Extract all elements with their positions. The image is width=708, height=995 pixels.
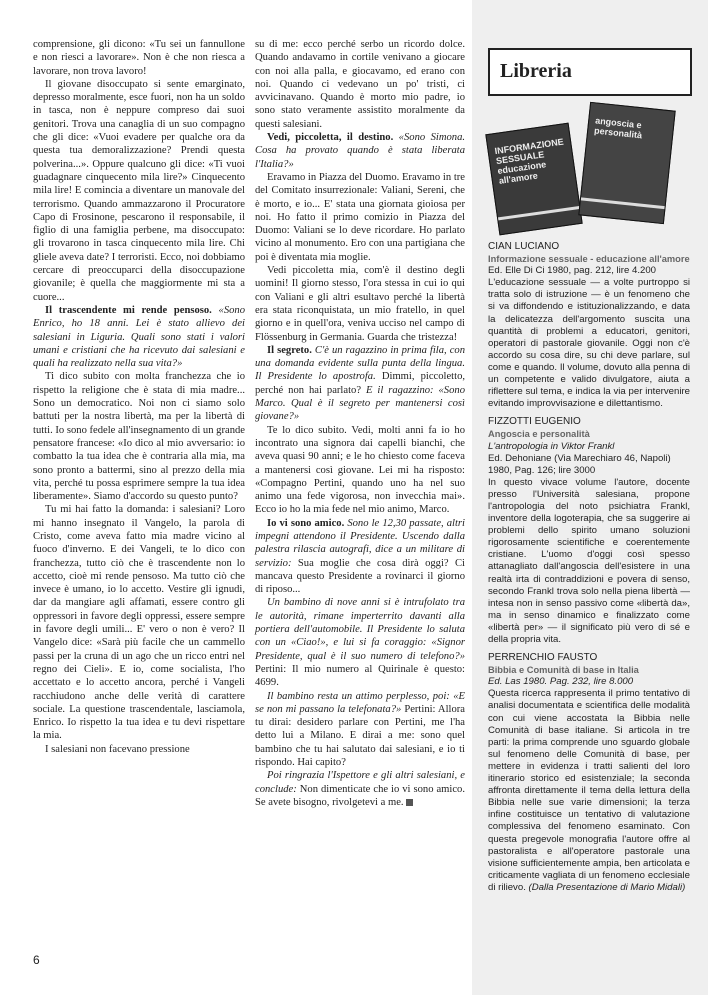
question-text: «Sono Enrico, ho 18 anni. Lei è stato allievo dei salesiani in Liguria. Quali sono stati i valori umani e cristiani che ha ricevuto dai salesiani e quali ha realizzato nella sua vita?»: [33, 304, 245, 370]
narration-text: Un bambino di nove anni si è intrufolato tra le autorità, rimane imperterrito davanti alla portiera dell'automobile. Il Presidente lo saluta con un «Ciao!», e lui si fa coraggio: «Signor Presidente, qual è il suo numero di telefono?»: [255, 597, 465, 662]
review-author: CIAN LUCIANO: [488, 241, 560, 252]
answer-text: Sua moglie che cosa dirà oggi? Ci mancava questo Presidente a rovinarci il giorno di riposo...: [255, 557, 465, 596]
paragraph: [33, 304, 245, 370]
paragraph: [255, 690, 465, 770]
paragraph: [255, 596, 465, 689]
review-author: PERRENCHIO FAUSTO: [488, 652, 598, 664]
answer-text: Pertini: Allora tu dirai: desidero parlare con Pertini, me l'ha detto lui a Milano. E dirai a me: sono quel bambino che tu hai salutato dai salesiani, e io ti rispondo. Hai capito?: [255, 703, 465, 769]
book-review: [488, 416, 690, 646]
answer-text: Non dimenticate che io vi sono amico. Se avete bisogno, rivolgetevi a me.: [255, 783, 465, 808]
narration-text: C'è un ragazzino in prima fila, con una domanda evidente sulla punta della lingua. Il Presidente lo apostrofa.: [255, 344, 465, 383]
section-lead: Il segreto.: [267, 344, 312, 356]
page-number: 6: [33, 953, 40, 967]
paragraph: Te lo dico subito. Vedi, molti anni fa io ho incontrato una signora dai capelli bianchi, che aveva quasi 90 anni; e le ho chiesto come faceva a mantenersi così giovane. Lei mi ha risposto: «Compagno Pertini, quando uno ha nel suo animo una fede vigorosa, non invecchia mai». Ecco io ho la mia fede nel mio animo, Marco.: [255, 424, 465, 516]
paragraph: I salesiani non facevano pressione: [45, 743, 190, 755]
review-publication-info: Ed. Dehoniane (Via Marechiaro 46, Napoli) 1980, Pag. 126; lire 3000: [488, 452, 671, 476]
review-body: L'educazione sessuale — a volte purtroppo si tratta solo di istruzione — è un fenomeno che si va diffondendo e istituzionalizzando, e data la delicatezza dell'argomento suscita una quantità di problemi a educatori, genitori, operatori di pastorale giovanile. Oggi non c'è accordo su cosa dire, su chi deve parlare, sul come e quando. Il volume, dovuto alla penna di un competente e valido divulgatore, aiuta a riflettere sul tema, e indica la via per intervenire evitando improvvisazione e dilettantismo.: [488, 277, 690, 410]
section-lead: Io vi sono amico.: [267, 517, 345, 529]
book-cover-stripe: [498, 206, 580, 220]
libreria-heading: Libreria: [500, 60, 572, 82]
section-lead: Vedi, piccoletta, il destino.: [267, 132, 394, 144]
article-column-1: [33, 38, 245, 756]
paragraph: Eravamo in Piazza del Duomo. Eravamo in tre del Comitato insurrezionale: Valiani, Sereni, che è morto, e io... E' stata una giornata gioiosa per noi. Ho fatto il primo comizio in Piazza del Duomo: Valiani se lo deve ricordare. Ho parlato vicino al monumento. Ero con una partigiana che poi è diventata mia moglie.: [255, 171, 465, 263]
review-book-title: Informazione sessuale - educazione all'amore: [488, 254, 690, 265]
narration-text: Il bambino resta un attimo perplesso, poi: «E se non mi passano la telefonata?»: [255, 690, 465, 715]
review-body: [488, 688, 690, 894]
review-book-subtitle: L'antropologia in Viktor Frankl: [488, 440, 615, 452]
paragraph: Ti dico subito con molta franchezza che io rispetto la religione che è stata di mia madre... Sono un democratico. Noi non ci siamo solo battuti per la nostra libertà, ma per la libertà di tutti. Io sono fedele all'insegnamento di un grande pensatore francese: «Io dico al mio avversario: io combatto la tua idea che è contraria alla mia, ma sono pronto a battermi, sino al prezzo della mia vita, perché tu possa esprimere sempre la tua idea liberamente». Siamo d'accordo su questo punto?: [33, 371, 245, 503]
question-text: «Sono Simona. Cosa ha provato quando è stata liberata l'Italia?»: [255, 132, 466, 170]
book-review: [488, 652, 690, 894]
paragraph: comprensione, gli dicono: «Tu sei un fannullone e non riesci a lavorare». Non è che non riesca a lavorare, non trova lavoro!: [33, 39, 245, 77]
book-cover-title: angoscia e personalità: [593, 115, 643, 141]
answer-text: Pertini: Il mio numero al Quirinale è questo: 4699.: [255, 663, 465, 689]
end-mark-icon: [406, 799, 413, 806]
paragraph: [255, 344, 465, 424]
libreria-sidebar: [472, 0, 708, 995]
paragraph: [255, 769, 465, 809]
review-credit: (Dalla Presentazione di Mario Midali): [528, 881, 686, 893]
book-cover-stripe: [581, 197, 665, 209]
review-author: FIZZOTTI EUGENIO: [488, 416, 581, 428]
paragraph: Il giovane disoccupato si sente emarginato, depresso moralmente, esce fuori, non ha un soldo in tasca, non è neppure compreso dai suoi genitori. Trova una canaglia di un suo compagno che gli dice: «Vuoi evadere per qualche ora da questa tua demoralizzazione? Prendi questa polverina...». Oppure qualcuno gli dice: «Ti vuoi guadagnare cinquecento mila lire?» Cinquecento mila lire! E comincia a diventare un manovale del terrorismo. Quando ammazzarono il Procuratore Capo di Frosinone, pescarono il responsabile, il figlio di una famiglia perbene, ma disoccupato: gli trovarono in tasca cinquecento mila lire. Chi gliele aveva date? I terroristi. Ecco, noi dobbiamo cercare di preoccuparci della disoccupazione giovanile; è quella che maggiormente mi sta a cuore...: [33, 78, 245, 303]
book-covers: [490, 100, 680, 232]
book-cover-title: INFORMAZIONE SESSUALE educazione all'amore: [494, 136, 565, 186]
book-cover-angoscia: [578, 102, 675, 224]
book-review: [488, 241, 690, 410]
answer-text: Dimmi, piccoletto, perché non hai parlato?: [255, 371, 466, 396]
narration-text: Sono le 12,30 passate, altri impegni attendono il Presidente. Uscendo dalla palestra rilascia autografi, dice a un militare di servizio:: [255, 517, 465, 569]
paragraph: Tu mi hai fatto la domanda: i salesiani? Loro mi hanno insegnato il Vangelo, la parola di Cristo, come aveva fatto mia madre vicino al fuoco d'inverno. E dei Vangeli, te lo dico con franchezza, tutto ciò che è trascendente non lo accetto, cioè mi rende pensoso. Ma tutto ciò che invece è umano, io lo accetto. Vestire gli ignudi, dar da mangiare agli affamati, essere contro gli oppressori in favore degli oppressi, essere sempre in favore degli umili... E' vero o non è vero? Il Vangelo dice: «Sarà più facile che un cammello passi per la cruna di un ago che un ricco entri nel regno dei Cieli». E io, come socialista, l'ho accettato e lo accetto ancora, perché i Vangeli racchiudono anche delle verità di carattere sociale. La questione trascendentale, lasciamola, Enrico. Io rispetto la tua idea e tu devi rispettare la mia.: [33, 504, 245, 742]
review-text: Questa ricerca rappresenta il primo tentativo di analisi documentata e scientifica delle modalità con cui viene accostata la Bibbia nelle Comunità di base italiane. Si articola in tre parti: la prima comprende uno sguardo globale sul fenomeno delle Comunità di base, per mettere in evidenza i tratti salienti del loro itinerario storico ed esistenziale; la seconda affronta direttamente il tema della lettura della Bibbia nelle sue varie dimensioni; la terza infine costituisce un tentativo di valutazione complessiva del fenomeno esaminato. Con questa pregevole monografia l'autore offre al pastoralista e all'operatore pastorale una visione sufficientemente ampia, ben articolata e criticamente vagliata di un fenomeno ecclesiale di rilievo.: [488, 688, 690, 893]
libreria-heading-box: [488, 48, 692, 96]
review-publication-info: Ed. Elle Di Ci 1980, pag. 212, lire 4.200: [488, 265, 656, 277]
paragraph: [255, 131, 465, 171]
paragraph: su di me: ecco perché serbo un ricordo dolce. Quando andavamo in cortile venivano a giocare con noi alla palla, e giocavamo, ed erano con noi. Quando ci vedevano un po' tristi, ci avvicinavano. Quando è morto mio padre, io sono stato veramente assistito moralmente da questi salesiani.: [255, 39, 465, 130]
review-publication-info: Ed. Las 1980. Pag. 232, lire 8.000: [488, 676, 634, 688]
book-cover-informazione-sessuale: [485, 123, 582, 236]
article-column-2: [255, 38, 465, 809]
book-reviews: [488, 241, 690, 900]
review-book-title: Bibbia e Comunità di base in Italia: [488, 665, 639, 676]
review-body: In questo vivace volume l'autore, docente presso l'Università salesiana, propone l'antropologia del noto psichiatra Frankl, inventore della logoterapia, che sa suggerire ai problemi dello spirito umano soluzioni rigorosamente scientifiche e coerentemente cristiane. L'uomo d'oggi così spesso attanagliato dall'angoscia dell'esistere in una realtà irta di contraddizioni e povera di senso, secondo Frankl trova solo nella piena libertà — intesa non in senso passivo come «libertà da», ma in senso dinamico e finalizzato come «libertà per» — il significato più vero di sé e della propria vita.: [488, 476, 690, 645]
section-lead: Il trascendente mi rende pensoso.: [45, 304, 212, 316]
narration-text: Poi ringrazia l'Ispettore e gli altri salesiani, e conclude:: [255, 770, 465, 795]
review-book-title: Angoscia e personalità: [488, 429, 590, 440]
paragraph: Vedi piccoletta mia, com'è il destino degli uomini! Il giorno stesso, l'ora stessa in cui io qui con Valiani e gli altri esultavo perché la libertà era stata riconquistata, un mio fratello, in quel giorno e in quell'ora, veniva ucciso nel campo di Flössenburg in Germania. Guarda che tristezza!: [255, 265, 465, 343]
question-text: E il ragazzino: «Sono Marco. Qual è il segreto per mantenersi così giovane?»: [255, 384, 465, 423]
paragraph: [255, 517, 465, 597]
